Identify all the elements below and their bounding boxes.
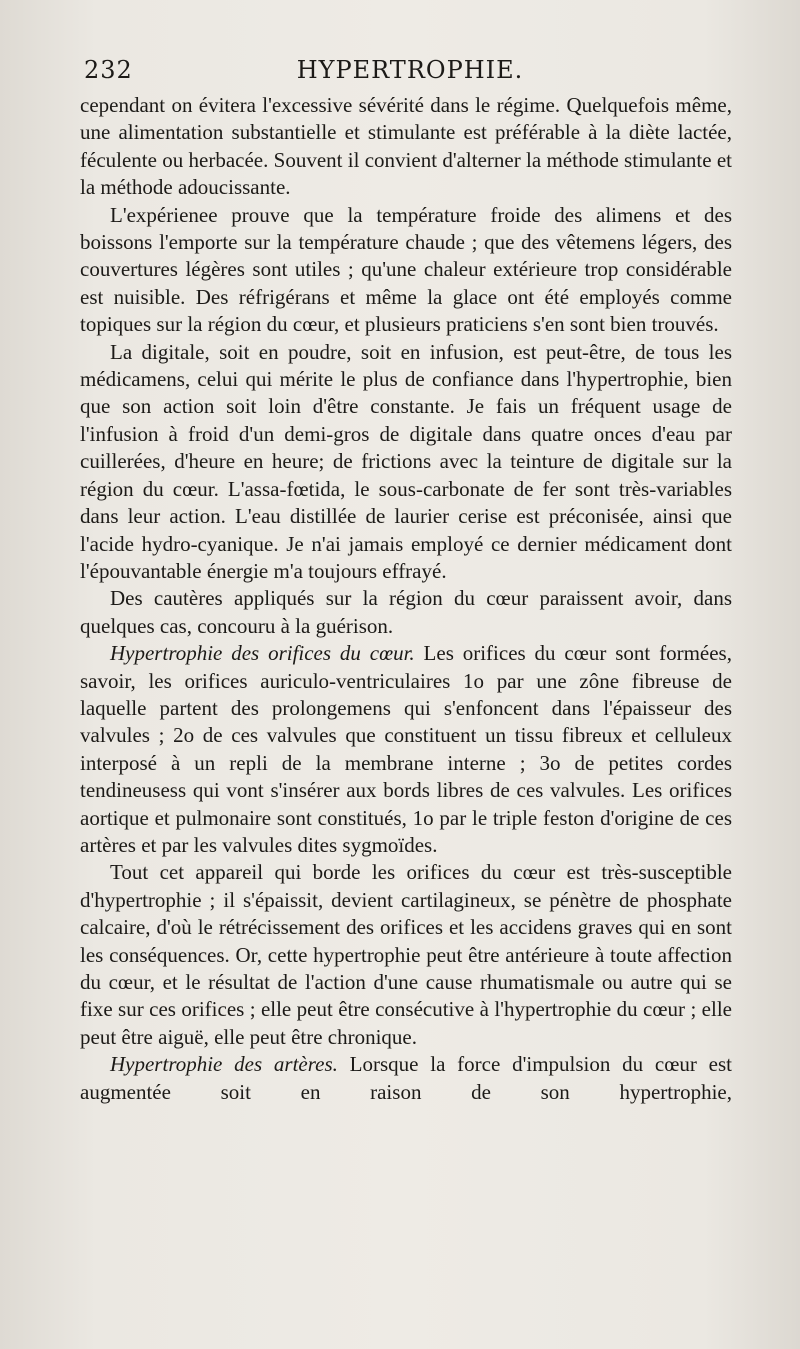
page-header: [80, 54, 740, 90]
paragraph-text: cependant on évitera l'excessive sévérité dans le régime. Quelquefois même, une alimentation substantielle et stimulante est préférable à la diète lactée, féculente ou herbacée. Souvent il convient d'alterner la méthode stimulante et la méthode adoucissante.: [80, 93, 732, 200]
paragraph: [80, 202, 732, 339]
page-number: 232: [84, 56, 133, 84]
paragraph: [80, 640, 732, 859]
paragraph-text: Des cautères appliqués sur la région du cœur paraissent avoir, dans quelques cas, concouru à la guérison.: [80, 586, 732, 638]
paragraph-text: Tout cet appareil qui borde les orifices du cœur est très-susceptible d'hypertrophie ; il s'épaissit, devient cartilagineux, se pénètre de phosphate calcaire, d'où le rétrécissement des orifices et les accidens graves qui en sont les conséquences. Or, cette hypertrophie peut être antérieure à toute affection du cœur, et le résultat de l'action d'une cause rhumatismale ou autre qui se fixe sur ces orifices ; elle peut être consécutive à l'hypertrophie du cœur ; elle peut être aiguë, elle peut être chronique.: [80, 860, 732, 1049]
paragraph-text: La digitale, soit en poudre, soit en infusion, est peut-être, de tous les médicamens, celui qui mérite le plus de confiance dans l'hypertrophie, bien que son action soit loin d'être constante. Je fais un fréquent usage de l'infusion à froid d'un demi-gros de digitale dans quatre onces d'eau par cuillerées, d'heure en heure; de frictions avec la teinture de digitale sur la région du cœur. L'assa-fœtida, le sous-carbonate de fer sont très-variables dans leur action. L'eau distillée de laurier cerise est préconisée, ainsi que l'acide hydro-cyanique. Je n'ai jamais employé ce dernier médicament dont l'épouvantable énergie m'a toujours effrayé.: [80, 339, 732, 583]
paragraph: [80, 859, 732, 1051]
section-heading: Hypertrophie des artères.: [110, 1052, 338, 1077]
body-text: [80, 92, 732, 1106]
paragraph-text: L'expérienee prouve que la température froide des alimens et des boissons l'emporte sur la température chaude ; que des vêtemens légers, des couvertures légères sont utiles ; qu'une chaleur extérieure trop considérable est nuisible. Des réfrigérans et même la glace ont été employés comme topiques sur la région du cœur, et plusieurs praticiens s'en sont bien trouvés.: [80, 202, 732, 337]
running-head: HYPERTROPHIE.: [296, 56, 524, 84]
paragraph-text: Lorsque la force d'impulsion du cœur est augmentée soit en raison de son hypertrophie,: [80, 1052, 732, 1104]
paragraph: [80, 339, 732, 586]
section-heading: Hypertrophie des orifices du cœur.: [110, 641, 415, 666]
paragraph-text: Les orifices du cœur sont formées, savoir, les orifices auriculo-ventriculaires 1o par une zône fibreuse de laquelle partent des prolongemens qui s'enfoncent dans l'épaisseur des valvules ; 2o de ces valvules que constituent un tissu fibreux et celluleux interposé à un repli de la membrane interne ; 3o de petites cordes tendineusess qui vont s'insérer aux bords libres de ces valvules. Les orifices aortique et pulmonaire sont constitués, 1o par le triple feston d'origine de ces artères et par les valvules dites sygmoïdes.: [80, 641, 732, 857]
paragraph: [80, 92, 732, 202]
paragraph: [80, 1051, 732, 1106]
paragraph: [80, 585, 732, 640]
